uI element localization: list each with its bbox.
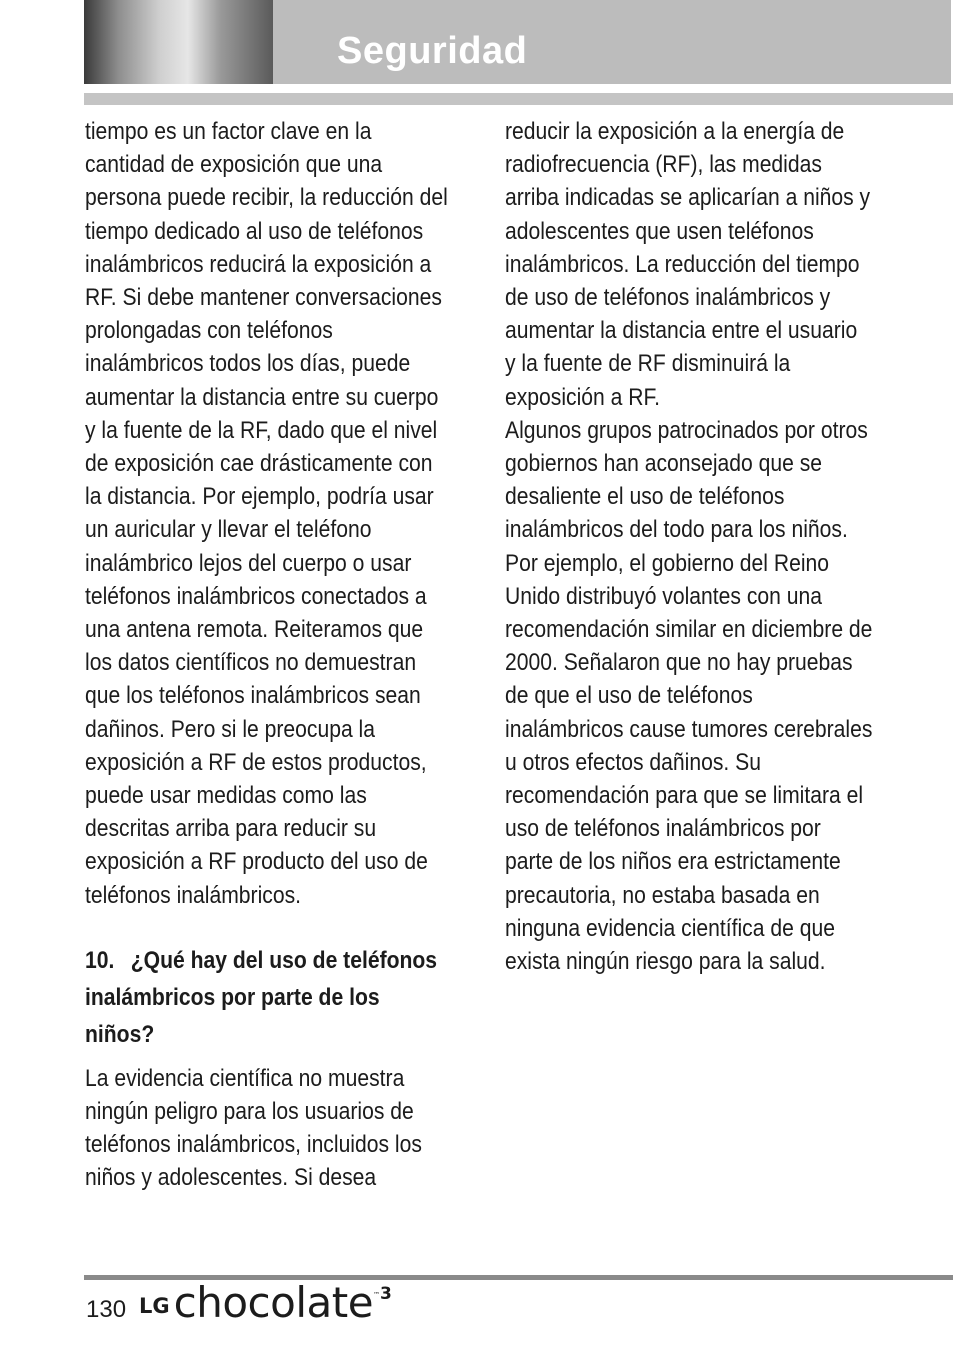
brand-logo xyxy=(139,1278,392,1328)
body-paragraph: tiempo es un factor clave en la cantidad de exposición que una persona puede recibir, la reducción del tiempo dedicado al uso de teléfonos inalámbricos reducirá la exposición a RF. Si debe mantener conversaciones prolongadas con teléfonos inalámbricos todos los días, puede aumentar la distancia entre su cuerpo y la fuente de la RF, dado que el nivel de exposición cae drásticamente con la distancia. Por ejemplo, podría usar un auricular y llevar el teléfono inalámbrico lejos del cuerpo o usar teléfonos inalámbricos conectados a una antena remota. Reiteramos que los datos científicos no demuestran que los teléfonos inalámbricos sean dañinos. Pero si le preocupa la exposición a RF de estos productos, puede usar medidas como las descritas arriba para reducir su exposición a RF producto del uso de teléfonos inalámbricos. xyxy=(85,118,448,909)
brand-trademark: ™ xyxy=(373,1291,381,1299)
header-divider xyxy=(84,93,953,105)
brand-model: 3 xyxy=(380,1284,392,1304)
section-heading xyxy=(85,942,451,1053)
body-paragraph: Algunos grupos patrocinados por otros gobiernos han aconsejado que se desaliente el uso de teléfonos inalámbricos del todo para los niños. Por ejemplo, el gobierno del Reino Unido distribuyó volantes con una recomendación similar en diciembre de 2000. Señalaron que no hay pruebas de que el uso de teléfonos inalámbricos cause tumores cerebrales u otros efectos dañinos. Su recomendación para que se limitara el uso de teléfonos inalámbricos por parte de los niños era estrictamente precautoria, no estaba basada en ninguna evidencia científica de que exista ningún riesgo para la salud. xyxy=(505,416,873,976)
body-paragraph: reducir la exposición a la energía de radiofrecuencia (RF), las medidas arriba indicadas se aplicarían a niños y adolescentes que usen teléfonos inalámbricos. La reducción del tiempo de uso de teléfonos inalámbricos y aumentar la distancia entre el usuario y la fuente de RF disminuirá la exposición a RF. xyxy=(505,118,871,411)
section-heading-number: 10. xyxy=(85,946,115,974)
left-column xyxy=(85,115,451,1195)
section-heading-text: ¿Qué hay del uso de teléfonos inalámbricos por parte de los niños? xyxy=(85,946,438,1048)
page-title: Seguridad xyxy=(337,30,528,72)
page-number: 130 xyxy=(86,1296,127,1323)
header-photo xyxy=(84,0,273,84)
brand-prefix: LG xyxy=(139,1294,170,1318)
right-column xyxy=(505,115,873,978)
body-paragraph: La evidencia científica no muestra ningún peligro para los usuarios de teléfonos inalámbricos, incluidos los niños y adolescentes. Si desea xyxy=(85,1064,422,1192)
brand-name: chocolate xyxy=(173,1278,374,1327)
